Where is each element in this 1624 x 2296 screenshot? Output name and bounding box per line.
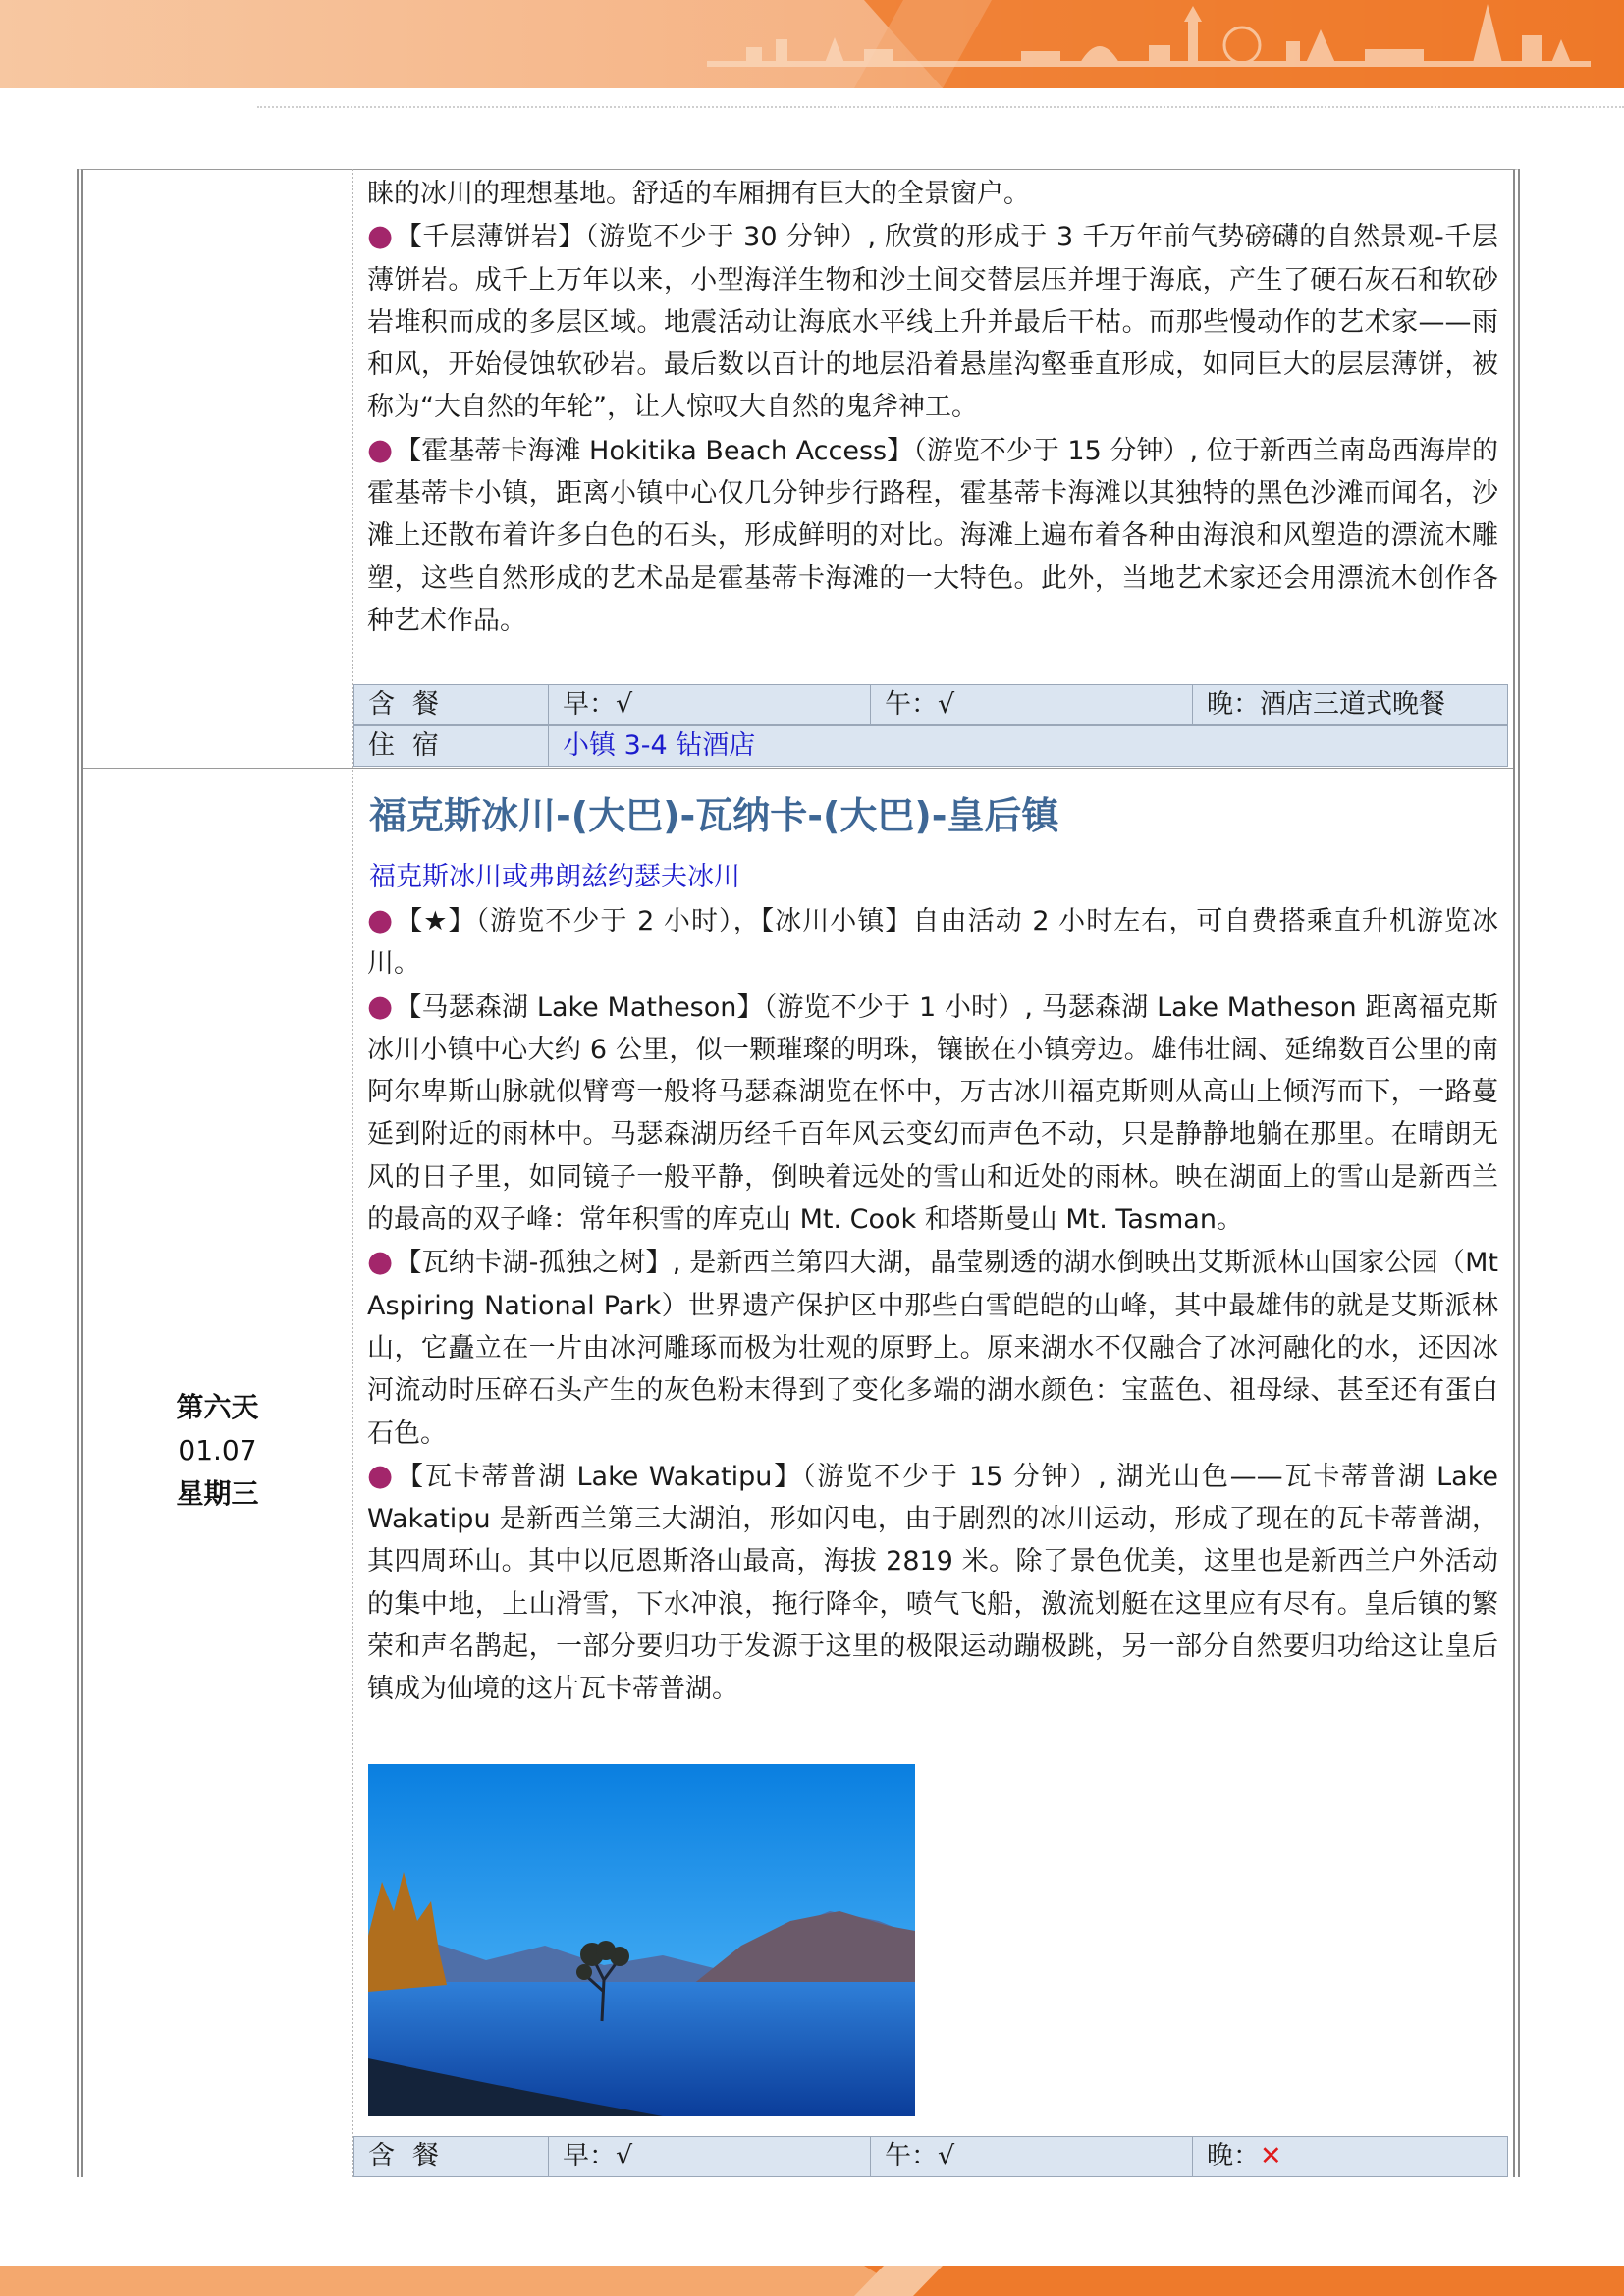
bullet-icon: ● <box>367 988 394 1024</box>
meals-label: 含餐 <box>354 685 549 724</box>
row-divider <box>83 768 1513 769</box>
dinner-cell: 晚：酒店三道式晚餐 <box>1207 689 1445 720</box>
prev-day-description <box>367 173 1498 642</box>
dinner-cell: 晚：✕ <box>1207 2141 1282 2171</box>
day-label <box>83 1386 352 1516</box>
day-subtitle: 福克斯冰川或弗朗兹约瑟夫冰川 <box>369 862 740 892</box>
day-name: 第六天 <box>176 1391 259 1423</box>
day6-description <box>367 899 1498 1711</box>
day-weekday: 星期三 <box>176 1477 259 1510</box>
paragraph: ●【马瑟森湖 Lake Matheson】（游览不少于 1 小时）, 马瑟森湖 Lake Matheson 距离福克斯冰川小镇中心大约 6 公里，似一颗璀璨的明珠，镶嵌在小镇旁边。雄伟壮阔、延绵数百公里的南阿尔卑斯山脉就似臂弯一般将马瑟森湖览在怀中，万古冰川福克斯则从高山上倾泻而下，一路蔓延到附近的雨林中。马瑟森湖历经千百年风云变幻而声色不动，只是静静地躺在那里。在晴朗无风的日子里，如同镜子一般平静，倒映着远处的雪山和近处的雨林。映在湖面上的雪山是新西兰的最高的双子峰：常年积雪的库克山 Mt. Cook 和塔斯曼山 Mt. Tasman。 <box>367 988 1498 1236</box>
footer-banner <box>0 2266 1624 2296</box>
column-divider <box>352 169 353 2177</box>
lunch-cell: 午：√ <box>871 685 1193 724</box>
cross-icon: ✕ <box>1260 2141 1282 2171</box>
bullet-icon: ● <box>367 1458 396 1493</box>
lunch-cell: 午：√ <box>871 2137 1193 2176</box>
breakfast-cell: 早：√ <box>549 2137 871 2176</box>
header-banner <box>0 0 1624 88</box>
paragraph: ●【★】（游览不少于 2 小时），【冰川小镇】自由活动 2 小时左右，可自费搭乘直升机游览冰川。 <box>367 903 1498 980</box>
bullet-icon: ● <box>367 432 394 467</box>
hotel-label: 住宿 <box>354 726 549 766</box>
meals-row <box>353 2136 1508 2177</box>
paragraph: ●【瓦纳卡湖-孤独之树】, 是新西兰第四大湖，晶莹剔透的湖水倒映出艾斯派林山国家公园（Mt Aspiring National Park）世界遗产保护区中那些白雪皑皑的山峰，其中最雄伟的就是艾斯派林山，它矗立在一片由冰河雕琢而极为壮观的原野上。原来湖水不仅融合了冰河融化的水，还因冰河流动时压碎石头产生的灰色粉末得到了变化多端的湖水颜色：宝蓝色、祖母绿、甚至还有蛋白石色。 <box>367 1245 1498 1449</box>
breakfast-cell: 早：√ <box>549 685 871 724</box>
lake-wanaka-tree-photo <box>368 1764 915 2116</box>
hotel-row <box>353 725 1508 767</box>
paragraph: ●【霍基蒂卡海滩 Hokitika Beach Access】（游览不少于 15 分钟）, 位于新西兰南岛西海岸的霍基蒂卡小镇，距离小镇中心仅几分钟步行路程，霍基蒂卡海滩以其独特的黑色沙滩而闻名，沙滩上还散布着许多白色的石头，形成鲜明的对比。海滩上遍布着各种由海浪和风塑造的漂流木雕塑，这些自然形成的艺术品是霍基蒂卡海滩的一大特色。此外，当地艺术家还会用漂流木创作各种艺术作品。 <box>367 432 1498 636</box>
hotel-value: 小镇 3-4 钻酒店 <box>563 730 756 761</box>
bullet-icon: ● <box>367 1245 394 1280</box>
meals-row <box>353 684 1508 725</box>
meals-label: 含餐 <box>354 2137 549 2176</box>
paragraph: 睐的冰川的理想基地。舒适的车厢拥有巨大的全景窗户。 <box>367 179 1030 209</box>
header-rule <box>257 106 1624 108</box>
paragraph: ●【瓦卡蒂普湖 Lake Wakatipu】（游览不少于 15 分钟）, 湖光山色——瓦卡蒂普湖 Lake Wakatipu 是新西兰第三大湖泊，形如闪电，由于剧烈的冰川运动，形成了现在的瓦卡蒂普湖，其四周环山。其中以厄恩斯洛山最高，海拔 2819 米。除了景色优美，这里也是新西兰户外活动的集中地，上山滑雪，下水冲浪，拖行降伞，喷气飞船，激流划艇在这里应有尽有。皇后镇的繁荣和声名鹊起，一部分要归功于发源于这里的极限运动蹦极跳，另一部分自然要归功给这让皇后镇成为仙境的这片瓦卡蒂普湖。 <box>367 1458 1498 1705</box>
bullet-icon: ● <box>367 903 395 937</box>
paragraph: ●【千层薄饼岩】（游览不少于 30 分钟）, 欣赏的形成于 3 千万年前气势磅礴的自然景观-千层薄饼岩。成千上万年以来，小型海洋生物和沙土间交替层压并埋于海底，产生了硬石灰石和软砂岩堆积而成的多层区域。地震活动让海底水平线上升并最后干枯。而那些慢动作的艺术家——雨和风，开始侵蚀软砂岩。最后数以百计的地层沿着悬崖沟壑垂直形成，如同巨大的层层薄饼，被称为“大自然的年轮”，让人惊叹大自然的鬼斧神工。 <box>367 219 1498 423</box>
day-title: 福克斯冰川-(大巴)-瓦纳卡-(大巴)-皇后镇 <box>369 794 1059 837</box>
bullet-icon: ● <box>367 219 394 254</box>
day-date: 01.07 <box>178 1434 257 1467</box>
